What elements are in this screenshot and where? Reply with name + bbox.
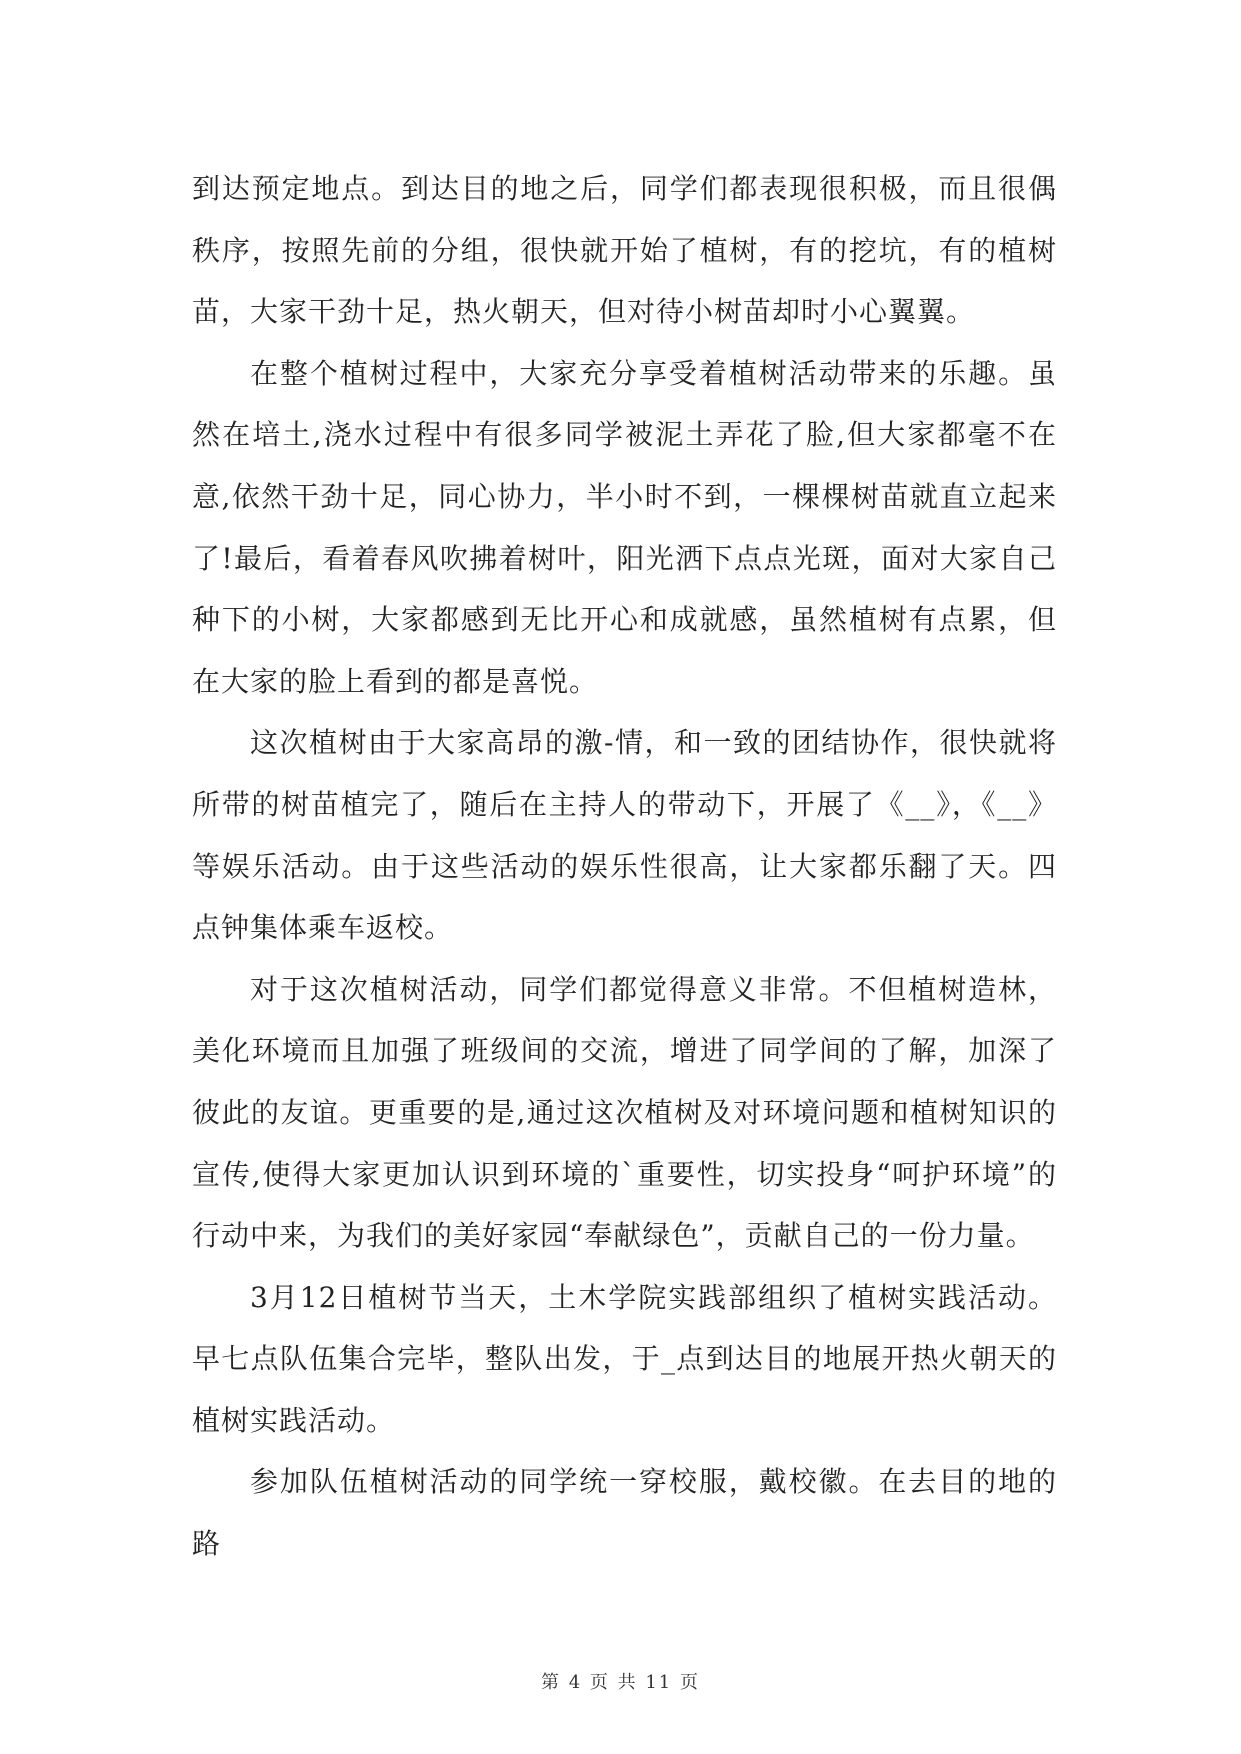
page-footer: [0, 1668, 1241, 1694]
paragraph-3: 这次植树由于大家高昂的激-情，和一致的团结协作，很快就将所带的树苗植完了，随后在主持人的带动下，开展了《__》，《__》等娱乐活动。由于这些活动的娱乐性很高，让大家都乐翻了天。四点钟集体乘车返校。: [192, 726, 1057, 945]
page-number: 第 4 页 共 11 页: [541, 1672, 700, 1693]
paragraph-4: 对于这次植树活动，同学们都觉得意义非常。不但植树造林，美化环境而且加强了班级间的交流，增进了同学间的了解，加深了彼此的友谊。更重要的是,通过这次植树及对环境问题和植树知识的宣传,使得大家更加认识到环境的`重要性，切实投身“呵护环境”的行动中来，为我们的美好家园“奉献绿色”，贡献自己的一份力量。: [192, 972, 1057, 1253]
paragraph-2: 在整个植树过程中，大家充分享受着植树活动带来的乐趣。虽然在培土,浇水过程中有很多同学被泥土弄花了脸,但大家都毫不在意,依然干劲十足，同心协力，半小时不到，一棵棵树苗就直立起来了!最后，看着春风吹拂着树叶，阳光洒下点点光斑，面对大家自己种下的小树，大家都感到无比开心和成就感，虽然植树有点累，但在大家的脸上看到的都是喜悦。: [192, 356, 1057, 698]
document-body: [192, 158, 1057, 1575]
paragraph-5: 3月12日植树节当天，土木学院实践部组织了植树实践活动。早七点队伍集合完毕，整队出发，于_点到达目的地展开热火朝天的植树实践活动。: [192, 1280, 1057, 1437]
paragraph-1: 到达预定地点。到达目的地之后，同学们都表现很积极，而且很偶秩序，按照先前的分组，很快就开始了植树，有的挖坑，有的植树苗，大家干劲十足，热火朝天，但对待小树苗却时小心翼翼。: [192, 172, 1057, 329]
paragraph-6: 参加队伍植树活动的同学统一穿校服，戴校徽。在去目的地的路: [192, 1465, 1057, 1561]
